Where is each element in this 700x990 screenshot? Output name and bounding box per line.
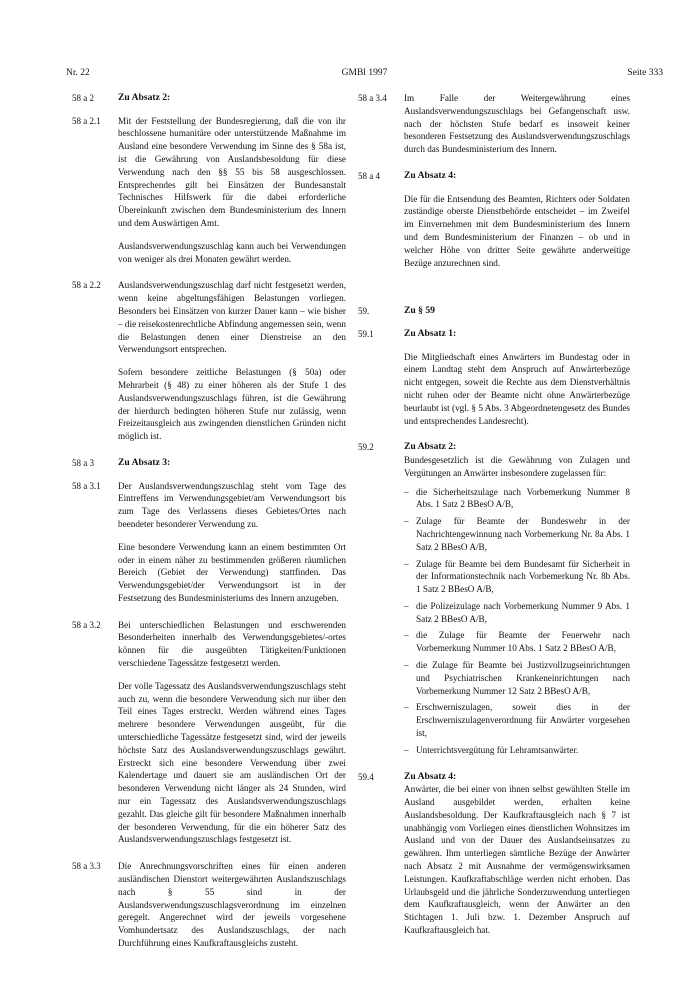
- section-number: 58 a 3.4: [358, 93, 387, 103]
- paragraph: Auslandsverwendungszuschlag darf nicht festgesetzt werden, wenn keine abgeltungsfähigen Belastungen vorliegen. Besonders bei Einsätzen von kurzer Dauer kann – wie bisher – die reisekostenrechtliche Abfindung angemessen sein, wenn die Belastungen denen einer Dienstreise an den Verwendungsort entsprechen.: [118, 280, 346, 355]
- section-58a3: [72, 457, 346, 470]
- section-58a4: [358, 170, 630, 269]
- section-number: 59.4: [358, 771, 374, 782]
- section-heading: Zu Absatz 4:: [404, 770, 457, 782]
- section-number: 59.2: [358, 442, 374, 453]
- section-number: 58 a 4: [358, 170, 380, 181]
- paragraph: Bundesgesetzlich ist die Gewährung von Zulagen und Vergütungen an Anwärter insbesondere zugelassen für:: [404, 454, 630, 478]
- paragraph: Anwärter, die bei einer von ihnen selbst gewählten Stelle im Ausland ausgebildet werden, erhalten keine Auslandsbesoldung. Der Kaufkraftausgleich nach § 7 ist unabhängig vom Vorliegen eines dienstlichen Wohnsitzes im Ausland und von der Dauer des Auslandseinsatzes zu gewähren. Ihm unterliegen sämtliche Bezüge der Anwärter nach Absatz 2 mit Ausnahme der vermögenswirksamen Leistungen. Kaufkraftabschläge werden nicht erhoben. Das Urlaubsgeld und die jährliche Sonderzuwendung unterliegen dem Kaufkraftausgleich, wenn der Anwärter an den Stichtagen 1. Juli bzw. 1. Dezember Anspruch auf Kaufkraftausgleich hat.: [404, 784, 630, 936]
- section-heading: Zu Absatz 1:: [404, 327, 457, 339]
- list-item: – Zulage für Beamte der Bundeswehr in der Nachrichtengewinnung nach Vorbemerkung Nr. 8a Abs. 1 Satz 2 BBesO A/B,: [404, 515, 630, 553]
- list-item: – die Zulage für Beamte der Feuerwehr nach Vorbemerkung Nummer 10 Abs. 1 Satz 2 BBesO A/B,: [404, 629, 630, 655]
- paragraph: Bei unterschiedlichen Belastungen und erschwerenden Besonderheiten innerhalb des Verwendungsgebietes/-ortes können für die ausgeübten Tätigkeiten/Funktionen verschiedene Tagessätze festgesetzt werden.: [118, 619, 346, 669]
- paragraph: Der Auslandsverwendungszuschlag steht vom Tage des Eintreffens im Verwendungsgebiet/am Verwendungsort bis zum Tage des Verlassens dieses Gebietes/Ortes nach beendeter besonderer Verwendung zu.: [118, 480, 346, 529]
- paragraph: Eine besondere Verwendung kann an einem bestimmten Ort oder in einem näher zu bestimmenden größeren räumlichen Bereich (Gebiet der Verwendung) stattfinden. Das Verwendungsgebiet/der Verwendungsort ist in der Festsetzung des Bundesministeriums des Innern anzugeben.: [118, 541, 346, 603]
- paragraph: Sofern besondere zeitliche Belastungen (§ 50a) oder Mehrarbeit (§ 48) zu einer höheren als der Stufe 1 des Auslandsverwendungszuschlags führen, ist die Gewährung der hierdurch bedingten höheren Stufe nur zulässig, wenn Freizeitausgleich aus zwingenden dienstlichen Gründen nicht möglich ist.: [118, 367, 346, 442]
- section-59: [358, 305, 630, 318]
- right-column: [358, 92, 630, 937]
- section-59-2: [358, 441, 630, 756]
- section-59-1: [358, 328, 630, 427]
- section-58a3-3: [72, 860, 346, 950]
- section-58a3-1: [72, 480, 346, 605]
- section-heading: Zu Absatz 4:: [404, 169, 457, 181]
- section-number: 58 a 2: [72, 93, 94, 103]
- left-column: [72, 92, 346, 950]
- section-number: 58 a 2.1: [72, 115, 101, 126]
- section-number: 58 a 3: [72, 457, 94, 468]
- section-58a2: [72, 92, 346, 105]
- paragraph: Im Falle der Weitergewährung eines Auslandsverwendungszuschlags bei Gefangenschaft usw. nach der höchsten Stufe bedarf es insoweit keiner besonderen Festsetzung des Auslandsverwendungszuschlags durch das Bundesministerium des Innern.: [404, 93, 630, 155]
- section-58a2-2: [72, 279, 346, 443]
- section-heading: Zu Absatz 3:: [118, 456, 171, 468]
- list-item: – Erschwerniszulagen, soweit dies in der Erschwerniszulagenverordnung für Anwärter vorgesehen ist,: [404, 701, 630, 739]
- page-number: Seite 333: [627, 68, 663, 78]
- section-number: 59.: [358, 306, 370, 317]
- list-item: – die Sicherheitszulage nach Vorbemerkung Nummer 8 Abs. 1 Satz 2 BBesO A/B,: [404, 486, 630, 512]
- list-item: – Unterrichtsvergütung für Lehramtsanwärter.: [404, 744, 630, 757]
- section-heading: Zu § 59: [404, 305, 435, 317]
- section-number: 58 a 3.3: [72, 861, 101, 872]
- page-header: [66, 68, 663, 82]
- paragraph: Mit der Feststellung der Bundesregierung, daß die von ihr beschlossene humanitäre oder unterstützende Maßnahme im Ausland eine besondere Verwendung im Sinne des § 58a ist, ist die Gewährung von Auslandsbesoldung für diese Verwendung nach den §§ 55 bis 58 ausgeschlossen. Entsprechendes gilt bei Einsätzen der Bundesanstalt Technisches Hilfswerk für die dabei erforderliche Übereinkunft zwischen dem Bundesministerium des Innern und dem Auswärtigen Amt.: [118, 115, 346, 228]
- section-58a3-2: [72, 619, 346, 847]
- section-number: 59.1: [358, 328, 374, 339]
- section-number: 58 a 3.1: [72, 480, 101, 491]
- list-item: – die Zulage für Beamte bei Justizvollzugseinrichtungen und Psychiatrischen Krankeneinrichtungen nach Vorbemerkung Nummer 12 Satz 2 BBesO A/B,: [404, 659, 630, 697]
- paragraph: Auslandsverwendungszuschlag kann auch bei Verwendungen von weniger als drei Monaten gewährt werden.: [118, 240, 346, 264]
- paragraph: Der volle Tagessatz des Auslandsverwendungszuschlags steht auch zu, wenn die besondere Verwendung sich nur über den Teil eines Tages erstreckt. Werden während eines Tages mehrere besondere Verwendungen ausgeübt, für die unterschiedliche Tagessätze festgesetzt sind, wird der jeweils höchste Satz des Auslandsverwendungszuschlags gewährt. Erstreckt sich eine besondere Verwendung über zwei Kalendertage und dauert sie am ausländischen Ort der besonderen Verwendung nicht länger als 24 Stunden, wird nur ein Tagessatz des Auslandsverwendungszuschlags gezahlt. Das gleiche gilt für besondere Maßnahmen innerhalb der besonderen Verwendung, für die ein höherer Satz des Auslandsverwendungszuschlags festgesetzt ist.: [118, 680, 346, 845]
- section-heading: Zu Absatz 2:: [118, 92, 171, 103]
- list-item: – die Polizeizulage nach Vorbemerkung Nummer 9 Abs. 1 Satz 2 BBesO A/B,: [404, 600, 630, 626]
- section-heading: Zu Absatz 2:: [404, 441, 457, 453]
- list-item: – Zulage für Beamte bei dem Bundesamt für Sicherheit in der Informationstechnik nach Vorbemerkung Nr. 8b Abs. 1 Satz 2 BBesO A/B,: [404, 558, 630, 596]
- issue-number: Nr. 22: [66, 68, 90, 78]
- section-58a2-1: [72, 115, 346, 266]
- paragraph: Die Mitgliedschaft eines Anwärters im Bundestag oder in einem Landtag steht dem Anspruch auf Anwärterbezüge nicht entgegen, soweit die Rechte aus dem Dienstverhältnis nicht ruhen oder der Beamte nicht ohne Anwärterbezüge beurlaubt ist (vgl. § 5 Abs. 3 Abgeordnetengesetz des Bundes und entsprechendes Landesrecht).: [404, 351, 630, 426]
- section-number: 58 a 2.2: [72, 280, 101, 291]
- section-number: 58 a 3.2: [72, 619, 101, 630]
- journal-title: GMBl 1997: [341, 68, 388, 78]
- section-58a3-4: [358, 92, 630, 156]
- paragraph: Die für die Entsendung des Beamten, Richters oder Soldaten zuständige oberste Dienstbehörde entscheidet – im Zweifel im Einvernehmen mit dem Bundesministerium des Innern und dem Bundesministerium der Finanzen – ob und in welcher Höhe von dritter Seite gewährte anderweitige Bezüge anzurechnen sind.: [404, 193, 630, 268]
- paragraph: Die Anrechnungsvorschriften eines für einen anderen ausländischen Dienstort weitergewährten Auslandszuschlags nach § 55 sind in der Auslandsverwendungszuschlagsverordnung im einzelnen geregelt. Angerechnet wird der jeweils vorgesehene Vomhundertsatz des Auslandszuschlags, der nach Durchführung eines Kaufkraftausgleichs zusteht.: [118, 861, 346, 949]
- section-59-4: [358, 771, 630, 937]
- allowance-list: [404, 486, 630, 757]
